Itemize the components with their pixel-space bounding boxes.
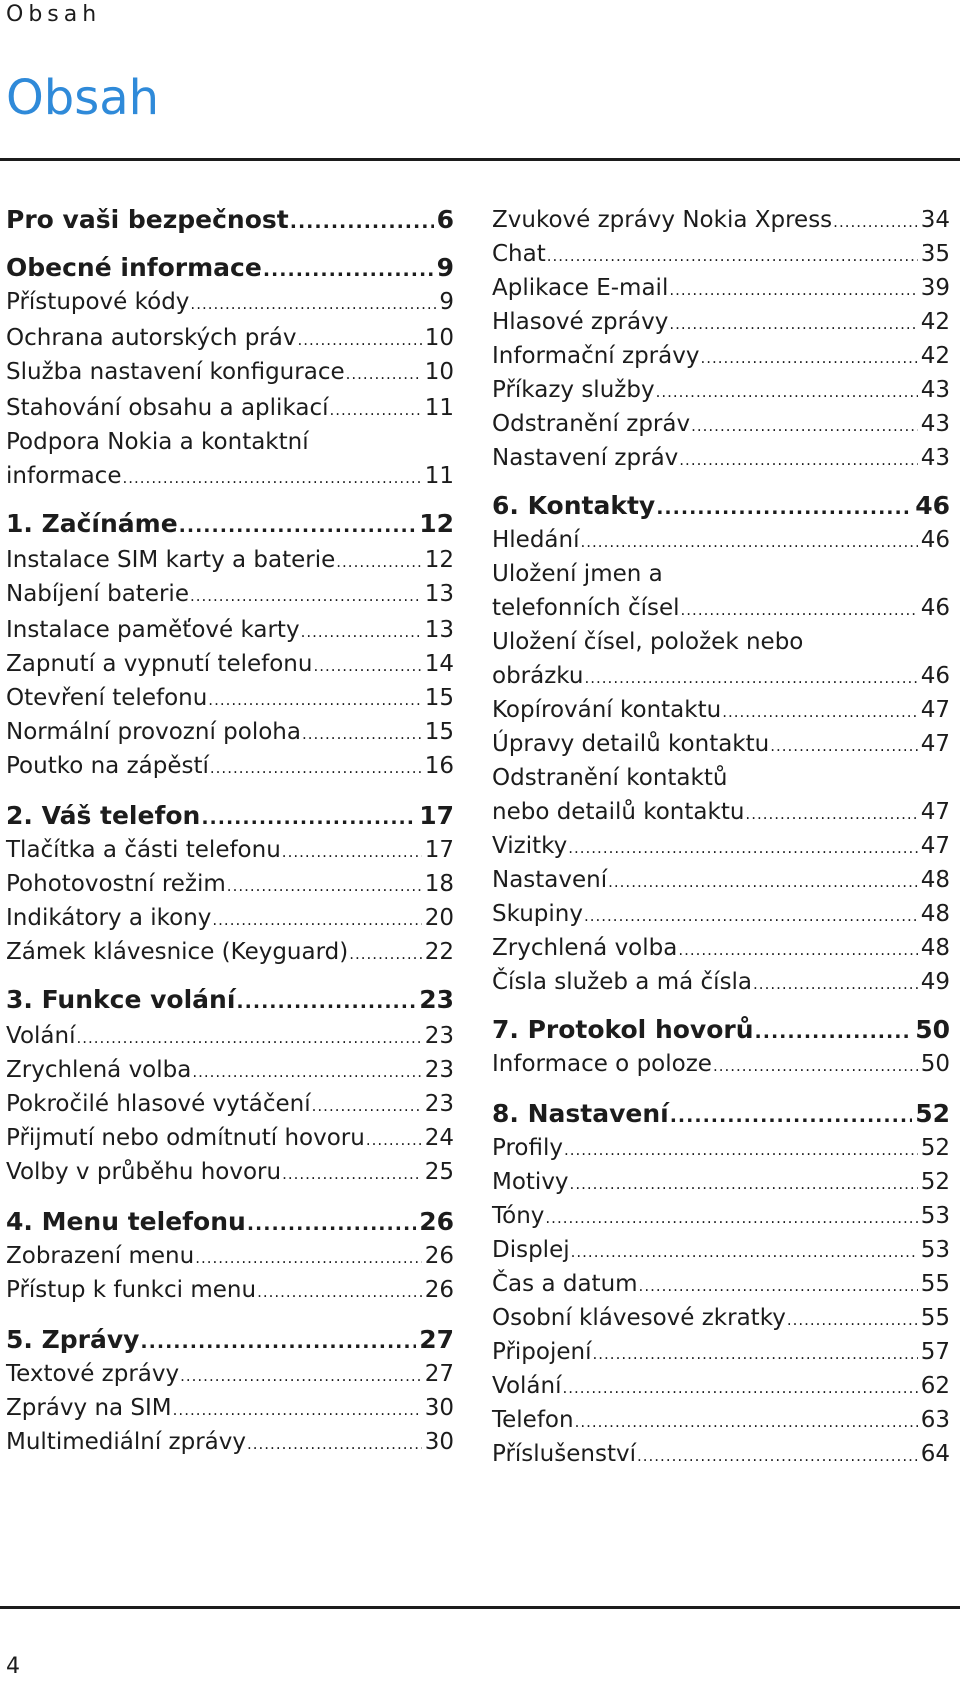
toc-page-number: 55 [920,1271,950,1297]
dot-leader [700,342,917,374]
dot-leader [313,650,421,682]
toc-entry-title: Osobní klávesové zkratky [492,1305,786,1331]
dot-leader [564,1134,918,1166]
dot-leader [770,730,917,762]
toc-entry-title: Tóny [492,1203,545,1229]
toc-page-number: 52 [915,1099,950,1128]
toc-page-number: 53 [920,1237,950,1263]
toc-page-number: 43 [920,411,950,437]
toc-chapter-entry[interactable] [6,204,454,236]
toc-entry-title: Zobrazení menu [6,1243,195,1269]
dot-leader [669,308,917,340]
dot-leader [656,376,918,408]
toc-entry-title: Pokročilé hlasové vytáčení [6,1091,311,1117]
dot-leader [302,718,422,750]
toc-page-number: 48 [920,935,950,961]
toc-entry[interactable] [6,286,454,318]
toc-page-number: 26 [424,1277,454,1303]
dot-leader [247,1208,416,1240]
toc-entry-title: Poutko na zápěstí [6,753,209,779]
dot-leader [346,358,422,390]
toc-entry-title: Nastavení [492,867,608,893]
toc-entry[interactable] [6,1426,454,1458]
toc-page-number: 14 [424,651,454,677]
toc-entry[interactable] [492,728,950,760]
toc-page-number: 9 [439,289,454,315]
toc-chapter-entry[interactable] [6,1324,454,1356]
toc-page-number: 17 [419,801,454,830]
toc-entry-title: nebo detailů kontaktu [492,799,745,825]
toc-entry-title: Podpora Nokia a kontaktní [6,429,309,455]
toc-entry[interactable] [6,356,454,388]
toc-entry[interactable] [492,864,950,896]
dot-leader [282,836,422,868]
dot-leader [678,934,917,966]
toc-entry-title: Odstranění zpráv [492,411,691,437]
toc-page-number: 43 [920,377,950,403]
toc-entry[interactable] [6,648,454,680]
toc-entry[interactable] [6,460,454,492]
toc-entry[interactable] [492,408,950,440]
toc-entry[interactable] [492,898,950,930]
toc-entry[interactable] [492,830,950,862]
dot-leader [562,1372,917,1404]
footer-rule [0,1606,960,1609]
toc-entry[interactable] [492,1132,950,1164]
toc-entry[interactable] [492,626,950,658]
dot-leader [581,526,918,558]
toc-entry-title: 6. Kontakty [492,491,656,520]
dot-leader [656,492,912,524]
toc-page-number: 10 [424,359,454,385]
toc-entry-title: Zámek klávesnice (Keyguard) [6,939,349,965]
toc-page-number: 13 [424,617,454,643]
toc-page-number: 17 [424,837,454,863]
dot-leader [179,510,417,542]
toc-entry[interactable] [6,1240,454,1272]
dot-leader [257,1276,422,1308]
toc-entry[interactable] [492,1200,950,1232]
dot-leader [247,1428,422,1460]
toc-entry-title: Indikátory a ikony [6,905,212,931]
toc-entry[interactable] [492,442,950,474]
toc-page-number: 50 [915,1015,950,1044]
toc-entry-title: Služba nastavení konfigurace [6,359,345,385]
toc-entry-title: Instalace SIM karty a baterie [6,547,336,573]
toc-page-number: 53 [920,1203,950,1229]
toc-entry[interactable] [6,578,454,610]
dot-leader [571,1236,918,1268]
dot-leader [584,900,918,932]
toc-entry-title: 3. Funkce volání [6,985,236,1014]
dot-leader [575,1406,918,1438]
toc-entry-title: Motivy [492,1169,569,1195]
toc-page-number: 48 [920,867,950,893]
dot-leader [336,546,421,578]
toc-page-number: 35 [920,241,950,267]
toc-entry-title: telefonních čísel [492,595,680,621]
dot-leader [670,1100,912,1132]
toc-page-number: 11 [424,463,454,489]
toc-entry-title: 8. Nastavení [492,1099,669,1128]
toc-page-number: 46 [920,527,950,553]
toc-entry-title: Volání [6,1023,76,1049]
toc-page-number: 27 [419,1325,454,1354]
dot-leader [122,462,421,494]
toc-entry-title: Čas a datum [492,1271,638,1297]
toc-entry-title: Pohotovostní režim [6,871,226,897]
toc-entry-title: Čísla služeb a má čísla [492,969,753,995]
toc-entry[interactable] [6,936,454,968]
toc-entry-title: Volby v průběhu hovoru [6,1159,282,1185]
toc-page-number: 47 [920,697,950,723]
toc-page-number: 43 [920,445,950,471]
toc-entry-title: Zrychlená volba [492,935,678,961]
toc-chapter-entry[interactable] [492,490,950,522]
toc-entry-title: Zapnutí a vypnutí telefonu [6,651,313,677]
toc-entry[interactable] [6,614,454,646]
toc-page-number: 6 [436,205,454,234]
toc-page-number: 27 [424,1361,454,1387]
dot-leader [173,1394,422,1426]
toc-entry-title: Pro vaši bezpečnost [6,205,289,234]
toc-entry-title: Hlasové zprávy [492,309,669,335]
toc-page-number: 9 [436,253,454,282]
toc-page-number: 26 [424,1243,454,1269]
toc-entry-title: Připojení [492,1339,592,1365]
toc-entry-title: Přístup k funkci menu [6,1277,257,1303]
dot-leader [349,938,421,970]
dot-leader [297,324,421,356]
dot-leader [282,1158,422,1190]
toc-page-number: 12 [419,509,454,538]
toc-page-number: 46 [920,663,950,689]
dot-leader [329,394,421,426]
toc-entry-title: Instalace paměťové karty [6,617,300,643]
toc-entry[interactable] [6,834,454,866]
dot-leader [681,594,918,626]
toc-entry[interactable] [492,1302,950,1334]
toc-entry[interactable] [492,340,950,372]
dot-leader [679,444,917,476]
dot-leader [833,206,918,238]
toc-entry-title: 7. Protokol hovorů [492,1015,754,1044]
dot-leader [192,1056,421,1088]
dot-leader [290,206,434,238]
toc-entry[interactable] [492,238,950,270]
dot-leader [691,410,918,442]
toc-page-number: 46 [920,595,950,621]
toc-page-number: 47 [920,731,950,757]
toc-page-number: 26 [419,1207,454,1236]
toc-entry[interactable] [492,1234,950,1266]
toc-entry-title: Úpravy detailů kontaktu [492,731,770,757]
toc-entry[interactable] [6,716,454,748]
toc-entry-title: Telefon [492,1407,574,1433]
toc-entry-title: Uložení čísel, položek nebo [492,629,804,655]
toc-chapter-entry[interactable] [6,1206,454,1238]
toc-page-number: 13 [424,581,454,607]
toc-entry-title: Příslušenství [492,1441,636,1467]
toc-entry-title: Textové zprávy [6,1361,180,1387]
toc-page-number: 22 [424,939,454,965]
toc-entry[interactable] [6,868,454,900]
dot-leader [312,1090,422,1122]
toc-entry-title: Ochrana autorských práv [6,325,297,351]
toc-page-number: 42 [920,309,950,335]
toc-entry-title: Zvukové zprávy Nokia Xpress [492,207,833,233]
dot-leader [210,752,422,784]
dot-leader [755,1016,913,1048]
toc-entry-title: Otevření telefonu [6,685,208,711]
toc-entry-title: informace [6,463,122,489]
toc-entry[interactable] [6,1156,454,1188]
toc-entry[interactable] [6,902,454,934]
toc-entry-title: Přijmutí nebo odmítnutí hovoru [6,1125,365,1151]
toc-page-number: 15 [424,719,454,745]
toc-page-number: 47 [920,799,950,825]
toc-page-number: 63 [920,1407,950,1433]
toc-entry-title: 2. Váš telefon [6,801,201,830]
toc-page-number: 55 [920,1305,950,1331]
dot-leader [212,904,421,936]
toc-page-number: 46 [915,491,950,520]
dot-leader [301,616,422,648]
toc-entry-title: 4. Menu telefonu [6,1207,246,1236]
dot-leader [547,240,918,272]
toc-entry[interactable] [492,932,950,964]
dot-leader [570,1168,918,1200]
toc-entry[interactable] [492,306,950,338]
toc-entry-title: obrázku [492,663,584,689]
toc-page-number: 50 [920,1051,950,1077]
toc-entry[interactable] [492,374,950,406]
toc-entry[interactable] [492,660,950,692]
toc-entry[interactable] [6,322,454,354]
toc-entry-title: Příkazy služby [492,377,655,403]
dot-leader [190,580,422,612]
dot-leader [201,802,416,834]
toc-page-number: 23 [424,1057,454,1083]
toc-page-number: 30 [424,1395,454,1421]
toc-entry-title: Aplikace E-mail [492,275,669,301]
toc-entry-title: Uložení jmen a [492,561,663,587]
toc-entry-title: Hledání [492,527,580,553]
toc-entry-title: Nabíjení baterie [6,581,189,607]
toc-chapter-entry[interactable] [492,1014,950,1046]
running-head: Obsah [6,2,102,27]
toc-entry[interactable] [6,1054,454,1086]
toc-entry-title: Normální provozní poloha [6,719,301,745]
toc-page-number: 15 [424,685,454,711]
toc-entry[interactable] [492,1336,950,1368]
toc-entry[interactable] [6,392,454,424]
toc-entry[interactable] [492,1404,950,1436]
dot-leader [190,288,436,320]
toc-page-number: 25 [424,1159,454,1185]
dot-leader [584,662,917,694]
dot-leader [76,1022,421,1054]
toc-entry-title: Skupiny [492,901,583,927]
toc-entry-title: Zrychlená volba [6,1057,192,1083]
toc-entry-title: Chat [492,241,546,267]
toc-chapter-entry[interactable] [6,252,454,284]
toc-page-number: 12 [424,547,454,573]
toc-entry-title: 1. Začínáme [6,509,178,538]
toc-page-number: 39 [920,275,950,301]
page-number: 4 [6,1654,20,1679]
toc-entry[interactable] [492,558,950,590]
dot-leader [787,1304,918,1336]
toc-entry-title: Multimediální zprávy [6,1429,246,1455]
toc-page-number: 52 [920,1169,950,1195]
dot-leader [593,1338,918,1370]
toc-page-number: 10 [424,325,454,351]
page-title: Obsah [6,70,160,126]
title-rule [0,158,960,161]
toc-entry[interactable] [6,750,454,782]
dot-leader [195,1242,422,1274]
toc-entry[interactable] [6,1020,454,1052]
dot-leader [639,1270,918,1302]
dot-leader [227,870,422,902]
toc-entry[interactable] [6,544,454,576]
toc-chapter-entry[interactable] [6,508,454,540]
toc-entry[interactable] [6,682,454,714]
toc-chapter-entry[interactable] [6,984,454,1016]
toc-chapter-entry[interactable] [492,1098,950,1130]
toc-entry-title: Kopírování kontaktu [492,697,722,723]
dot-leader [236,986,416,1018]
toc-entry[interactable] [492,204,950,236]
toc-entry[interactable] [6,1274,454,1306]
dot-leader [545,1202,917,1234]
toc-entry-title: Obecné informace [6,253,262,282]
toc-page-number: 30 [424,1429,454,1455]
toc-page-number: 23 [419,985,454,1014]
toc-entry-title: Profily [492,1135,563,1161]
toc-page-number: 18 [424,871,454,897]
toc-entry-title: Odstranění kontaktů [492,765,728,791]
toc-entry[interactable] [6,1088,454,1120]
toc-entry[interactable] [492,592,950,624]
toc-entry[interactable] [6,1358,454,1390]
toc-entry[interactable] [492,1166,950,1198]
toc-page-number: 47 [920,833,950,859]
toc-entry-title: Tlačítka a části telefonu [6,837,281,863]
toc-page-number: 11 [424,395,454,421]
toc-entry-title: Displej [492,1237,570,1263]
toc-entry[interactable] [6,426,454,458]
toc-page-number: 49 [920,969,950,995]
dot-leader [568,832,918,864]
toc-entry[interactable] [492,1048,950,1080]
toc-entry-title: Informace o poloze [492,1051,712,1077]
toc-entry[interactable] [492,966,950,998]
dot-leader [366,1124,422,1156]
dot-leader [608,866,918,898]
dot-leader [637,1440,918,1472]
toc-entry[interactable] [492,524,950,556]
toc-entry-title: Volání [492,1373,562,1399]
toc-page-number: 64 [920,1441,950,1467]
dot-leader [753,968,918,1000]
toc-entry[interactable] [492,272,950,304]
toc-page-number: 48 [920,901,950,927]
toc-page-number: 16 [424,753,454,779]
toc-page-number: 23 [424,1023,454,1049]
toc-entry-title: 5. Zprávy [6,1325,140,1354]
dot-leader [263,254,434,286]
toc-page-number: 52 [920,1135,950,1161]
toc-page-number: 42 [920,343,950,369]
toc-entry-title: Informační zprávy [492,343,700,369]
dot-leader [208,684,421,716]
toc-page-number: 20 [424,905,454,931]
toc-entry[interactable] [492,694,950,726]
toc-entry[interactable] [6,1122,454,1154]
toc-page-number: 34 [920,207,950,233]
dot-leader [140,1326,416,1358]
toc-page-number: 62 [920,1373,950,1399]
toc-entry[interactable] [492,1438,950,1470]
toc-page-number: 24 [424,1125,454,1151]
toc-entry[interactable] [492,1268,950,1300]
toc-entry-title: Nastavení zpráv [492,445,679,471]
toc-entry[interactable] [492,1370,950,1402]
toc-entry[interactable] [492,762,950,794]
toc-chapter-entry[interactable] [6,800,454,832]
toc-entry[interactable] [6,1392,454,1424]
dot-leader [713,1050,918,1082]
toc-page-number: 23 [424,1091,454,1117]
toc-entry-title: Stahování obsahu a aplikací [6,395,329,421]
dot-leader [669,274,917,306]
toc-entry-title: Zprávy na SIM [6,1395,172,1421]
dot-leader [745,798,917,830]
toc-entry-title: Přístupové kódy [6,289,190,315]
dot-leader [722,696,918,728]
toc-page-number: 57 [920,1339,950,1365]
toc-entry-title: Vizitky [492,833,568,859]
dot-leader [180,1360,422,1392]
toc-entry[interactable] [492,796,950,828]
